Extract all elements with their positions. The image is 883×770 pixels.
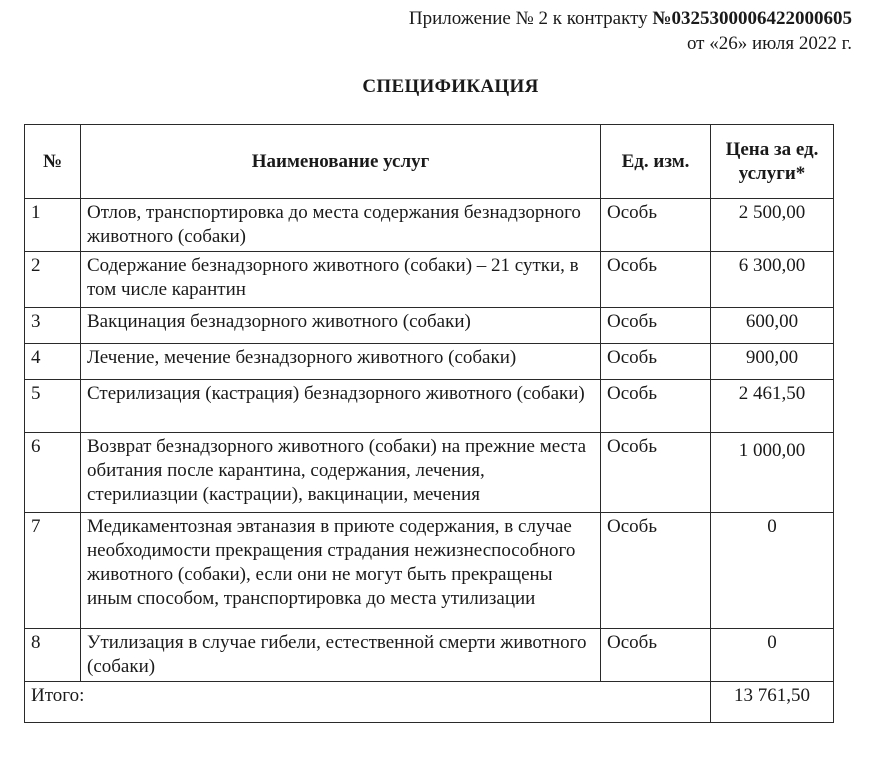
service-name: Стерилизация (кастрация) безнадзорного животного (собаки) — [81, 380, 601, 433]
service-price: 6 300,00 — [711, 252, 834, 308]
service-unit: Особь — [601, 433, 711, 513]
table-header-row — [25, 125, 834, 199]
table-row — [25, 513, 834, 629]
service-price: 1 000,00 — [711, 433, 834, 513]
annex-prefix: Приложение № 2 к контракту — [408, 8, 653, 29]
service-name: Вакцинация безнадзорного животного (собаки) — [81, 308, 601, 344]
row-num: 5 — [25, 380, 81, 433]
service-price: 0 — [711, 629, 834, 682]
row-num: 8 — [25, 629, 81, 682]
total-value: 13 761,50 — [711, 682, 834, 723]
contract-number: №0325300006422000605 — [652, 8, 852, 29]
service-name: Утилизация в случае гибели, естественной смерти животного (собаки) — [81, 629, 601, 682]
table-row — [25, 380, 834, 433]
total-row — [25, 682, 834, 723]
table-row — [25, 629, 834, 682]
service-unit: Особь — [601, 513, 711, 629]
service-name: Лечение, мечение безнадзорного животного (собаки) — [81, 344, 601, 380]
table-row — [25, 433, 834, 513]
column-header-num: № — [25, 125, 81, 199]
row-num: 1 — [25, 199, 81, 252]
page-title: СПЕЦИФИКАЦИЯ — [362, 76, 539, 97]
service-unit: Особь — [601, 252, 711, 308]
service-price: 0 — [711, 513, 834, 629]
service-price: 600,00 — [711, 308, 834, 344]
service-name: Отлов, транспортировка до места содержания безнадзорного животного (собаки) — [81, 199, 601, 252]
row-num: 3 — [25, 308, 81, 344]
row-num: 2 — [25, 252, 81, 308]
total-label: Итого: — [25, 682, 711, 723]
row-num: 4 — [25, 344, 81, 380]
service-unit: Особь — [601, 308, 711, 344]
service-price: 2 461,50 — [711, 380, 834, 433]
service-price: 900,00 — [711, 344, 834, 380]
annex-line — [409, 6, 852, 31]
service-price: 2 500,00 — [711, 199, 834, 252]
service-name: Медикаментозная эвтаназия в приюте содержания, в случае необходимости прекращения страдания нежизнеспособного животного (собаки), если они не могут быть прекращены иным способом, транспортировка до места утилизации — [81, 513, 601, 629]
service-name: Возврат безнадзорного животного (собаки) на прежние места обитания после карантина, содержания, лечения, стерилиазции (кастрации), вакцинации, мечения — [81, 433, 601, 513]
column-header-price: Цена за ед. услуги* — [711, 125, 834, 199]
table-row — [25, 344, 834, 380]
table-row — [25, 308, 834, 344]
table-row — [25, 252, 834, 308]
service-name: Содержание безнадзорного животного (собаки) – 21 сутки, в том числе карантин — [81, 252, 601, 308]
service-unit: Особь — [601, 380, 711, 433]
service-unit: Особь — [601, 344, 711, 380]
document-header — [409, 6, 852, 56]
column-header-name: Наименование услуг — [81, 125, 601, 199]
service-unit: Особь — [601, 199, 711, 252]
service-unit: Особь — [601, 629, 711, 682]
contract-date: от «26» июля 2022 г. — [686, 33, 852, 54]
table-row — [25, 199, 834, 252]
row-num: 6 — [25, 433, 81, 513]
column-header-unit: Ед. изм. — [601, 125, 711, 199]
row-num: 7 — [25, 513, 81, 629]
specification-table — [24, 124, 834, 723]
